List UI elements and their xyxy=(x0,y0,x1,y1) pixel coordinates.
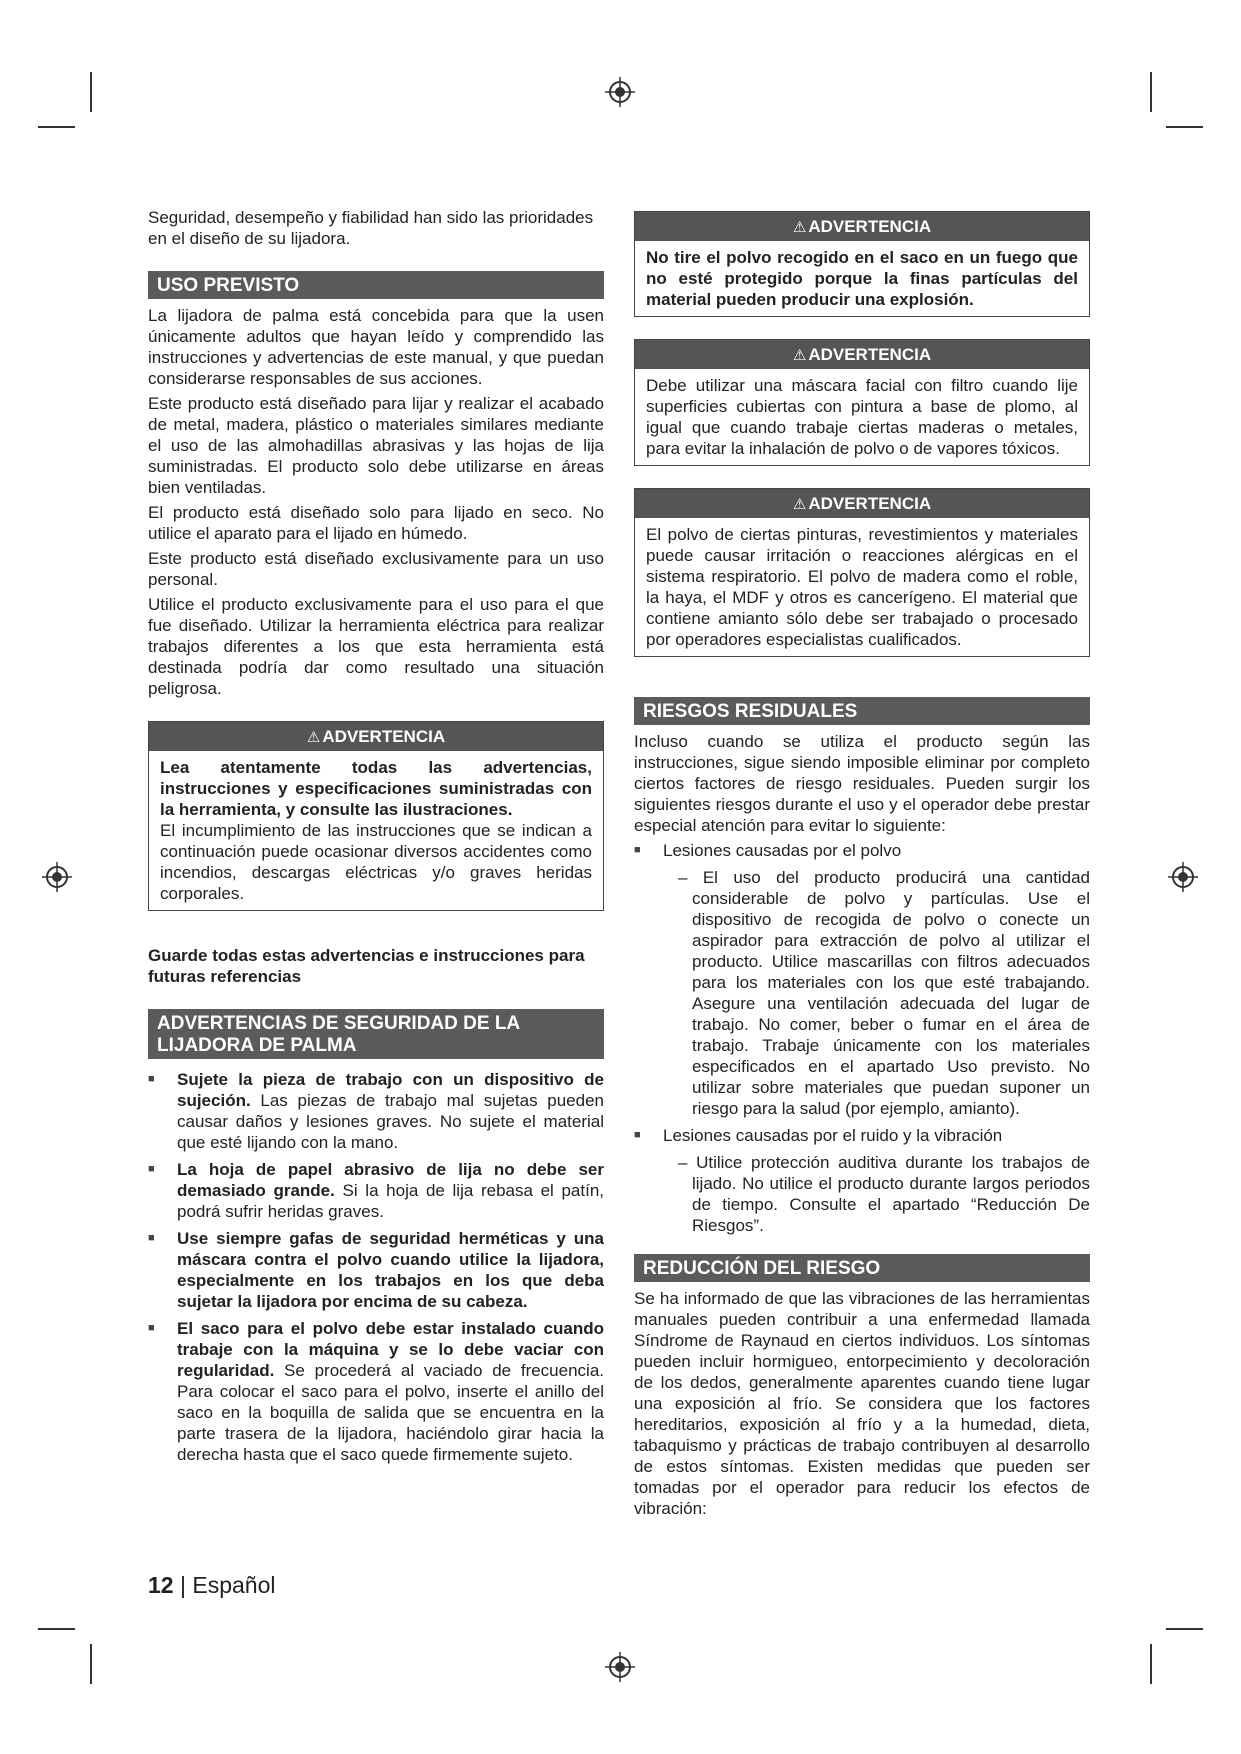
warning-title: ADVERTENCIA xyxy=(808,217,932,236)
reduccion-text: Se ha informado de que las vibraciones de las herramientas manuales pueden contribuir a una enfermedad llamada Síndrome de Raynaud en ciertos individuos. Los síntomas pueden incluir hormigueo, entorpecimiento y decoloración de los dedos, generalmente aparentes cuando tiene lugar una exposición al frío. Se considera que los factores hereditarios, exposición al frío y a la humedad, dieta, tabaquismo y prácticas de trabajo contribuyen al desarrollo de estos síntomas. Existen medidas que pueden ser tomadas por el operador para reducir los efectos de vibración: xyxy=(634,1289,1090,1518)
registration-mark-icon xyxy=(605,77,635,107)
footer-language: Español xyxy=(192,1572,276,1598)
crop-mark xyxy=(90,1644,92,1684)
registration-mark-icon xyxy=(1168,862,1198,892)
crop-mark xyxy=(1150,72,1152,112)
riesgo-title: ■ Lesiones causadas por el ruido y la vibración xyxy=(663,1126,1003,1145)
crop-mark xyxy=(1166,1628,1203,1630)
crop-mark xyxy=(1166,126,1203,128)
list-item: ■ Use siempre gafas de seguridad herméticas y una máscara contra el polvo cuando utilice la lijadora, especialmente en los trabajos en los que deba sujetar la lijadora por encima de su cabeza. xyxy=(148,1228,604,1312)
uso-previsto-paragraph: La lijadora de palma está concebida para que la usen únicamente adultos que hayan leído y comprendido las instrucciones y advertencias de este manual, y que puedan considerarse responsables de sus acciones. xyxy=(148,306,604,388)
right-column xyxy=(634,211,1090,1523)
registration-mark-icon xyxy=(42,862,72,892)
uso-previsto-paragraph: El producto está diseñado solo para lijado en seco. No utilice el aparato para el lijado en húmedo. xyxy=(148,503,604,543)
warning-box-dust-allergy xyxy=(634,488,1090,657)
list-item: ■ La hoja de papel abrasivo de lija no debe ser demasiado grande. Si la hoja de lija rebasa el patín, podrá sufrir heridas graves. xyxy=(148,1159,604,1222)
list-item xyxy=(634,1125,1090,1146)
riesgo-detail: – Utilice protección auditiva durante los trabajos de lijado. No utilice el producto durante largos periodos de tiempo. Consulte el apartado “Reducción De Riesgos”. xyxy=(678,1153,1090,1235)
uso-previsto-paragraph: Este producto está diseñado exclusivamente para un uso personal. xyxy=(148,549,604,589)
uso-previsto-section xyxy=(148,305,604,699)
page-number: 12 xyxy=(148,1572,174,1598)
warning-text: El incumplimiento de las instrucciones que se indican a continuación puede ocasionar diversos accidentes como incendios, descargas eléctricas y/o graves heridas corporales. xyxy=(160,821,592,903)
crop-mark xyxy=(90,72,92,112)
guarde-instrucciones: Guarde todas estas advertencias e instrucciones para futuras referencias xyxy=(148,946,585,986)
warning-bold-text: No tire el polvo recogido en el saco en un fuego que no esté protegido porque la finas partículas del material pueden producir una explosión. xyxy=(646,248,1078,309)
list-item xyxy=(634,840,1090,861)
warning-bold-text: Lea atentamente todas las advertencias, instrucciones y especificaciones suministradas con la herramienta, y consulte las ilustraciones. xyxy=(160,758,592,819)
crop-mark xyxy=(38,126,75,128)
list-item: ■ Sujete la pieza de trabajo con un dispositivo de sujeción. Las piezas de trabajo mal sujetas pueden causar daños y lesiones graves. No sujete el material que esté lijando con la mano. xyxy=(148,1069,604,1153)
warning-box-read-instructions xyxy=(148,721,604,911)
warning-box-face-mask xyxy=(634,339,1090,466)
footer-separator: | xyxy=(179,1572,186,1598)
riesgo-title: ■ Lesiones causadas por el polvo xyxy=(663,841,902,860)
riesgos-intro: Incluso cuando se utiliza el producto según las instrucciones, sigue siendo imposible eliminar por completo ciertos factores de riesgo residuales. Pueden surgir los siguientes riesgos durante el uso y el operador debe prestar especial atención para evitar lo siguiente: xyxy=(634,732,1090,835)
registration-mark-icon xyxy=(605,1652,635,1682)
riesgo-detail: – El uso del producto producirá una cantidad considerable de polvo y partículas. Use el dispositivo de recogida de polvo o conecte un aspirador para extracción de polvo al utilizar el producto. Utilice mascarillas con filtros adecuados para los materiales con los que esté trabajando. Asegure una ventilación adecuada del lugar de trabajo. No comer, beber o fumar en el área de trabajo. Trabaje únicamente con los materiales especificados en el apartado Uso previsto. No utilizar sobre materiales que puedan suponer un riesgo para la salud (por ejemplo, amianto). xyxy=(678,868,1090,1118)
warning-box-dust-fire xyxy=(634,211,1090,317)
warning-title: ADVERTENCIA xyxy=(808,345,932,364)
crop-mark xyxy=(1150,1644,1152,1684)
reduccion-heading: REDUCCIÓN DEL RIESGO xyxy=(634,1254,1090,1282)
warning-text: Debe utilizar una máscara facial con filtro cuando lije superficies cubiertas con pintura a base de plomo, al igual que cuando trabaje ciertas maderas o metales, para evitar la inhalación de polvo o de vapores tóxicos. xyxy=(646,376,1078,458)
warning-title: ADVERTENCIA xyxy=(808,494,932,513)
list-item: ■ El saco para el polvo debe estar instalado cuando trabaje con la máquina y se lo debe vaciar con regularidad. Se procederá al vaciado de frecuencia. Para colocar el saco para el polvo, inserte el anillo del saco en la boquilla de salida que se encuentra en la parte trasera de la lijadora, haciéndolo girar hacia la derecha hasta que el saco quede firmemente sujeto. xyxy=(148,1318,604,1465)
uso-previsto-heading: USO PREVISTO xyxy=(148,271,604,299)
warning-title: ADVERTENCIA xyxy=(322,727,446,746)
warning-triangle-icon: ⚠ xyxy=(792,496,807,513)
page-footer xyxy=(148,1571,275,1599)
riesgos-list xyxy=(634,1125,1090,1146)
crop-mark xyxy=(38,1628,75,1630)
seguridad-list xyxy=(148,1069,604,1465)
warning-triangle-icon: ⚠ xyxy=(792,219,807,236)
warning-triangle-icon: ⚠ xyxy=(306,729,321,746)
warning-triangle-icon: ⚠ xyxy=(792,347,807,364)
seguridad-heading: ADVERTENCIAS DE SEGURIDAD DE LA LIJADORA DE PALMA xyxy=(148,1009,604,1059)
riesgos-list xyxy=(634,840,1090,861)
uso-previsto-paragraph: Utilice el producto exclusivamente para el uso para el que fue diseñado. Utilizar la herramienta eléctrica para realizar trabajos diferentes a los que esta herramienta está destinada podría dar como resultado una situación peligrosa. xyxy=(148,595,604,698)
warning-text: El polvo de ciertas pinturas, revestimientos y materiales puede causar irritación o reacciones alérgicas en el sistema respiratorio. El polvo de madera como el roble, la haya, el MDF y otros es cancerígeno. El material que contiene amianto sólo debe ser trabajado o procesado por operadores especialistas cualificados. xyxy=(646,525,1078,649)
intro-text: Seguridad, desempeño y fiabilidad han sido las prioridades en el diseño de su lijadora. xyxy=(148,208,594,248)
uso-previsto-paragraph: Este producto está diseñado para lijar y realizar el acabado de metal, madera, plástico o materiales similares mediante el uso de las almohadillas abrasivas y las hojas de lija suministradas. El producto solo debe utilizarse en áreas bien ventiladas. xyxy=(148,394,604,497)
left-column xyxy=(148,207,604,1471)
riesgos-heading: RIESGOS RESIDUALES xyxy=(634,697,1090,725)
